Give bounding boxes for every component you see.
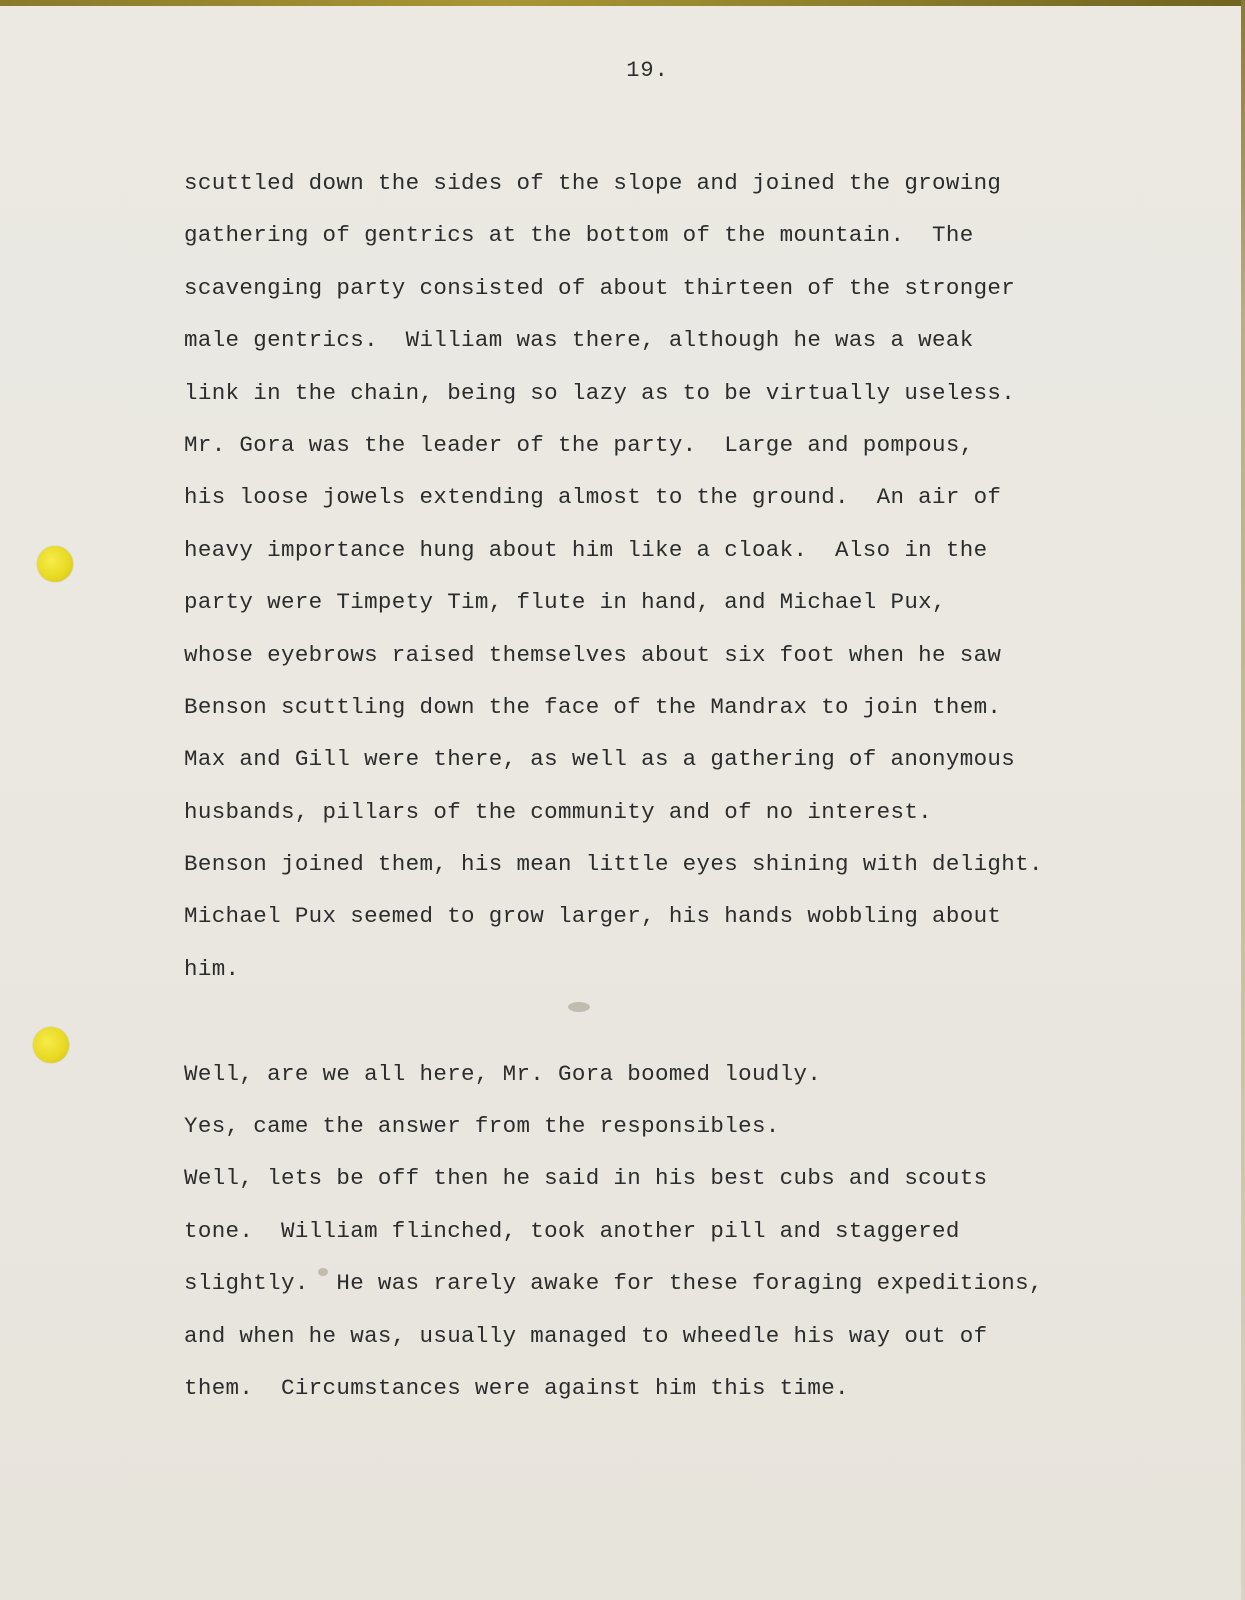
binder-hole-lower (33, 1027, 69, 1063)
text-line: scavenging party consisted of about thirteen of the stronger (184, 274, 1016, 301)
paper-right-edge (1241, 0, 1245, 1600)
text-line: Well, lets be off then he said in his best cubs and scouts (184, 1165, 988, 1192)
text-line: Michael Pux seemed to grow larger, his hands wobbling about (184, 903, 1002, 930)
text-line: male gentrics. William was there, although he was a weak (184, 327, 974, 354)
text-line: husbands, pillars of the community and of no interest. (184, 798, 933, 825)
text-line: link in the chain, being so lazy as to be virtually useless. (184, 379, 1016, 406)
text-line: gathering of gentrics at the bottom of the mountain. The (184, 222, 974, 249)
binder-hole-upper (37, 546, 73, 582)
text-line: party were Timpety Tim, flute in hand, and Michael Pux, (184, 589, 946, 616)
text-line: him. (184, 955, 240, 982)
page-number: 19. (626, 58, 669, 83)
text-line: slightly. He was rarely awake for these foraging expeditions, (184, 1270, 1043, 1297)
text-line: tone. William flinched, took another pill and staggered (184, 1217, 960, 1244)
text-line: Max and Gill were there, as well as a gathering of anonymous (184, 746, 1016, 773)
paragraph-gap (184, 995, 1194, 1047)
text-line: Yes, came the answer from the responsibles. (184, 1113, 780, 1140)
text-line: heavy importance hung about him like a cloak. Also in the (184, 536, 988, 563)
text-line: Mr. Gora was the leader of the party. Large and pompous, (184, 431, 974, 458)
text-line: and when he was, usually managed to wheedle his way out of (184, 1322, 988, 1349)
text-line: his loose jowels extending almost to the ground. An air of (184, 484, 1002, 511)
body-text (184, 157, 1194, 1414)
text-line: Benson scuttling down the face of the Mandrax to join them. (184, 693, 1002, 720)
paper-top-edge (0, 0, 1245, 6)
text-line: Benson joined them, his mean little eyes shining with delight. (184, 851, 1043, 878)
text-line: whose eyebrows raised themselves about six foot when he saw (184, 641, 1002, 668)
text-line: them. Circumstances were against him this time. (184, 1374, 849, 1401)
text-line: Well, are we all here, Mr. Gora boomed loudly. (184, 1060, 822, 1087)
text-line: scuttled down the sides of the slope and joined the growing (184, 170, 1002, 196)
